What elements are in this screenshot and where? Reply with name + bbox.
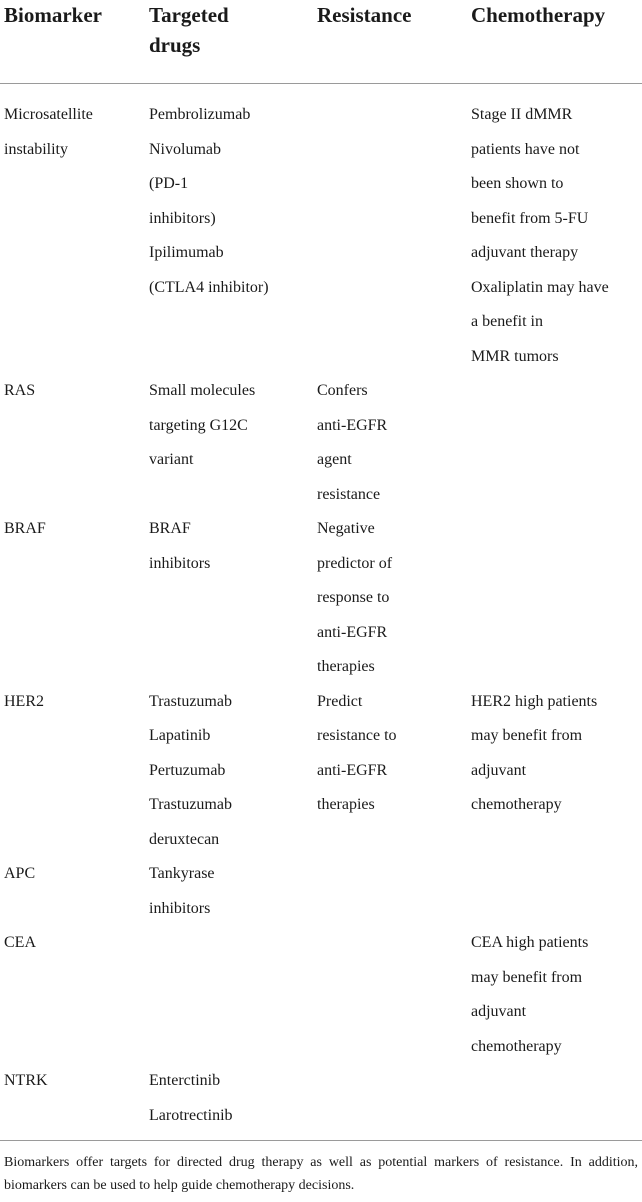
targeted-drugs-cell [143, 685, 311, 858]
cell-line: (CTLA4 inhibitor) [149, 278, 269, 296]
targeted-drugs-cell [143, 857, 311, 926]
header-resistance [311, 0, 465, 84]
biomarker-cell [0, 685, 143, 858]
cell-line: MMR tumors [471, 347, 559, 365]
cell-line: RAS [4, 382, 36, 399]
targeted-drugs-cell [143, 926, 311, 1064]
cell-line: NTRK [4, 1072, 48, 1089]
cell-line: response to [317, 589, 390, 606]
cell-line: adjuvant [471, 761, 527, 779]
chemotherapy-cell [465, 926, 642, 1064]
table-row [0, 374, 642, 512]
cell-line: APC [4, 865, 36, 882]
resistance-cell [311, 857, 465, 926]
header-line: Targeted [149, 3, 229, 27]
cell-line: adjuvant therapy [471, 244, 579, 261]
cell-line: inhibitors [149, 899, 211, 917]
cell-line: HER2 high patients [471, 692, 598, 710]
cell-line: chemotherapy [471, 796, 562, 813]
chemotherapy-cell [465, 1064, 642, 1139]
cell-line: variant [149, 451, 194, 468]
table-row [0, 512, 642, 685]
cell-line: Nivolumab [149, 140, 221, 158]
cell-line: a benefit in [471, 313, 543, 330]
cell-line: resistance [317, 485, 381, 503]
cell-line: Trastuzumab [149, 796, 232, 813]
cell-line: Trastuzumab [149, 692, 232, 710]
biomarker-cell [0, 84, 143, 375]
table-body [0, 84, 642, 1140]
table-footnote: Biomarkers offer targets for directed drug therapy as well as potential markers of resistance. In addition, biomarkers can be used to help guide chemotherapy decisions. [0, 1140, 642, 1197]
cell-line: Oxaliplatin may have [471, 278, 609, 296]
targeted-drugs-cell [143, 374, 311, 512]
cell-line: Pertuzumab [149, 761, 226, 779]
resistance-cell [311, 512, 465, 685]
cell-line: anti-EGFR [317, 623, 388, 641]
cell-line: targeting G12C [149, 416, 248, 434]
cell-line: predictor of [317, 554, 393, 572]
biomarker-cell [0, 857, 143, 926]
biomarker-cell [0, 374, 143, 512]
cell-line: BRAF [4, 520, 46, 537]
cell-line: Microsatellite [4, 106, 93, 123]
cell-line: may benefit from [471, 968, 583, 986]
header-line: Resistance [317, 3, 412, 27]
cell-line: Enterctinib [149, 1072, 221, 1089]
cell-line: inhibitors) [149, 209, 216, 227]
cell-line: Ipilimumab [149, 244, 224, 261]
cell-line: HER2 [4, 692, 44, 710]
cell-line: resistance to [317, 727, 397, 744]
cell-line: Predict [317, 692, 363, 710]
header-chemotherapy [465, 0, 642, 84]
cell-line: Stage II dMMR [471, 106, 573, 123]
biomarker-cell [0, 512, 143, 685]
cell-line: Larotrectinib [149, 1106, 233, 1124]
cell-line: Negative [317, 520, 375, 537]
cell-line: anti-EGFR [317, 416, 388, 434]
header-targeted-drugs [143, 0, 311, 84]
cell-line: therapies [317, 658, 375, 675]
chemotherapy-cell [465, 857, 642, 926]
resistance-cell [311, 374, 465, 512]
chemotherapy-cell [465, 374, 642, 512]
chemotherapy-cell [465, 84, 642, 375]
resistance-cell [311, 926, 465, 1064]
header-biomarker [0, 0, 143, 84]
cell-line: inhibitors [149, 554, 211, 572]
cell-line: CEA high patients [471, 934, 589, 951]
table-row [0, 685, 642, 858]
cell-line: chemotherapy [471, 1037, 562, 1055]
table-row [0, 926, 642, 1064]
cell-line: Pembrolizumab [149, 106, 251, 123]
header-line: Chemotherapy [471, 3, 606, 27]
cell-line: instability [4, 140, 68, 158]
cell-line: deruxtecan [149, 830, 220, 848]
targeted-drugs-cell [143, 1064, 311, 1139]
cell-line: (PD-1 [149, 175, 189, 192]
cell-line: anti-EGFR [317, 761, 388, 779]
cell-line: Confers [317, 382, 368, 399]
resistance-cell [311, 685, 465, 858]
cell-line: agent [317, 451, 352, 468]
cell-line: BRAF [149, 520, 191, 537]
table-row [0, 857, 642, 926]
resistance-cell [311, 84, 465, 375]
resistance-cell [311, 1064, 465, 1139]
biomarker-cell [0, 1064, 143, 1139]
targeted-drugs-cell [143, 512, 311, 685]
cell-line: been shown to [471, 175, 564, 192]
header-line: drugs [149, 33, 201, 57]
cell-line: may benefit from [471, 727, 583, 744]
cell-line: adjuvant [471, 1003, 527, 1020]
cell-line: Tankyrase [149, 865, 215, 882]
cell-line: therapies [317, 796, 375, 813]
chemotherapy-cell [465, 512, 642, 685]
table-row [0, 84, 642, 375]
chemotherapy-cell [465, 685, 642, 858]
cell-line: Small molecules [149, 382, 256, 399]
cell-line: Lapatinib [149, 727, 211, 744]
table-header [0, 0, 642, 84]
cell-line: patients have not [471, 140, 580, 158]
targeted-drugs-cell [143, 84, 311, 375]
table-row [0, 1064, 642, 1139]
cell-line: benefit from 5-FU [471, 209, 589, 227]
header-line: Biomarker [4, 3, 102, 27]
cell-line: CEA [4, 934, 36, 951]
biomarker-cell [0, 926, 143, 1064]
header-row [0, 0, 642, 84]
